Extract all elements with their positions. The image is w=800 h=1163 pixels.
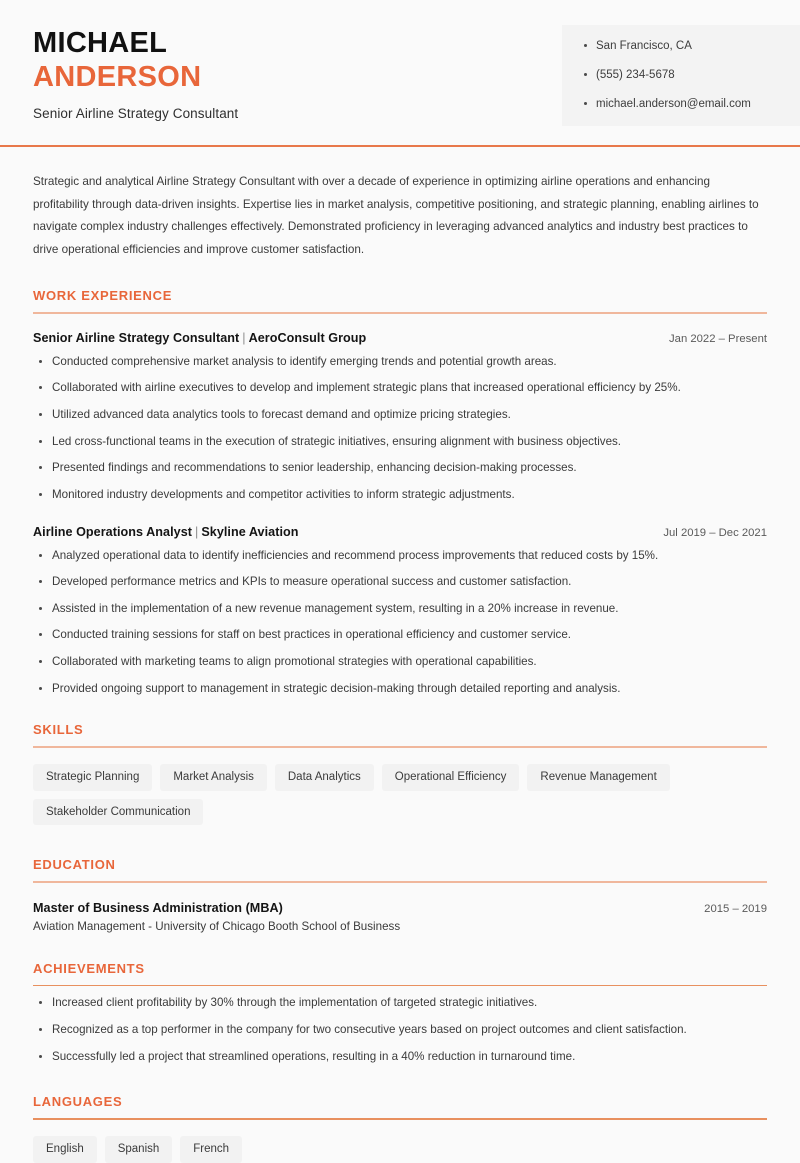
experience-date: Jul 2019 – Dec 2021 — [663, 526, 767, 539]
languages-chip-list — [33, 1136, 733, 1163]
section-title-education: EDUCATION — [33, 857, 116, 873]
bullet-icon — [584, 73, 587, 76]
header-identity — [0, 22, 238, 121]
bullet-icon — [39, 466, 42, 469]
title-separator: | — [242, 330, 246, 345]
list-item — [33, 627, 767, 643]
bullet-icon — [584, 44, 587, 47]
list-item — [33, 1022, 767, 1038]
bullet-text: Assisted in the implementation of a new revenue management system, resulting in a 20% increase in revenue. — [52, 601, 619, 615]
education-degree: Master of Business Administration (MBA) — [33, 900, 283, 915]
bullet-text: Collaborated with marketing teams to align promotional strategies with operational capabilities. — [52, 655, 537, 669]
language-chip: French — [180, 1136, 242, 1163]
language-chip: Spanish — [105, 1136, 173, 1163]
bullet-icon — [39, 493, 42, 496]
section-title-achievements: ACHIEVEMENTS — [33, 960, 145, 976]
experience-role: Airline Operations Analyst — [33, 524, 192, 539]
section-languages — [33, 1094, 767, 1162]
bullet-text: Presented findings and recommendations to senior leadership, enhancing decision-making processes. — [52, 461, 577, 475]
skill-chip: Stakeholder Communication — [33, 799, 203, 826]
experience-date: Jan 2022 – Present — [669, 332, 767, 345]
bullet-text: Recognized as a top performer in the company for two consecutive years based on project outcomes and client satisfaction. — [52, 1023, 687, 1037]
section-work-experience — [33, 288, 767, 696]
bullet-icon — [39, 687, 42, 690]
list-item — [33, 354, 767, 370]
section-education — [33, 857, 767, 933]
last-name: ANDERSON — [33, 61, 202, 94]
experience-company: AeroConsult Group — [248, 330, 367, 345]
contact-email-text: michael.anderson@email.com — [596, 97, 751, 110]
list-item — [33, 548, 767, 564]
section-skills — [33, 722, 767, 825]
education-date: 2015 – 2019 — [704, 902, 767, 915]
section-title-skills: SKILLS — [33, 722, 84, 738]
bullet-text: Developed performance metrics and KPIs to measure operational success and customer satisfaction. — [52, 575, 572, 589]
bullet-text: Led cross-functional teams in the execution of strategic initiatives, ensuring alignment with business objectives. — [52, 434, 622, 448]
contact-phone-text: (555) 234-5678 — [596, 68, 675, 81]
skill-chip: Strategic Planning — [33, 764, 152, 791]
list-item — [33, 995, 767, 1011]
list-item — [33, 574, 767, 590]
bullet-text: Collaborated with airline executives to develop and implement strategic plans that increased operational efficiency by 25%. — [52, 381, 681, 395]
bullet-text: Utilized advanced data analytics tools to forecast demand and optimize pricing strategies. — [52, 407, 511, 421]
experience-bullet-list — [33, 354, 767, 503]
bullet-text: Conducted comprehensive market analysis to identify emerging trends and potential growth areas. — [52, 354, 557, 368]
language-chip: English — [33, 1136, 97, 1163]
experience-entry-header — [33, 525, 767, 539]
bullet-icon — [39, 660, 42, 663]
list-item — [33, 460, 767, 476]
contact-info-box — [562, 25, 800, 126]
list-item — [33, 681, 767, 697]
section-divider — [33, 746, 767, 748]
list-item — [33, 601, 767, 617]
section-divider — [33, 985, 767, 987]
list-item — [33, 380, 767, 396]
bullet-icon — [39, 607, 42, 610]
bullet-text: Increased client profitability by 30% through the implementation of targeted strategic initiatives. — [52, 996, 538, 1010]
skill-chip: Revenue Management — [527, 764, 669, 791]
skill-chip: Operational Efficiency — [382, 764, 520, 791]
experience-entry — [33, 525, 767, 697]
section-achievements — [33, 961, 767, 1065]
bullet-icon — [39, 386, 42, 389]
education-entry — [33, 901, 767, 933]
bullet-text: Provided ongoing support to management in strategic decision-making through detailed reporting and analysis. — [52, 681, 621, 695]
list-item — [33, 1049, 767, 1065]
skills-chip-list — [33, 764, 733, 825]
bullet-icon — [39, 580, 42, 583]
section-title-work-experience: WORK EXPERIENCE — [33, 288, 173, 304]
section-title-languages: LANGUAGES — [33, 1094, 123, 1110]
bullet-icon — [39, 440, 42, 443]
bullet-icon — [39, 633, 42, 636]
experience-entry — [33, 331, 767, 503]
section-divider — [33, 881, 767, 883]
list-item — [33, 654, 767, 670]
experience-bullet-list — [33, 548, 767, 697]
section-divider — [33, 312, 767, 314]
experience-role: Senior Airline Strategy Consultant — [33, 330, 240, 345]
header-divider — [0, 145, 800, 147]
skill-chip: Data Analytics — [275, 764, 374, 791]
section-divider — [33, 1118, 767, 1120]
contact-location — [584, 39, 800, 54]
contact-location-text: San Francisco, CA — [596, 40, 692, 52]
experience-entry-header — [33, 331, 767, 345]
bullet-icon — [39, 1028, 42, 1031]
bullet-text: Successfully led a project that streamlined operations, resulting in a 40% reduction in turnaround time. — [52, 1049, 576, 1063]
bullet-icon — [39, 413, 42, 416]
professional-title: Senior Airline Strategy Consultant — [33, 106, 239, 122]
achievements-list — [33, 995, 767, 1064]
resume-header — [0, 0, 800, 126]
bullet-icon — [39, 554, 42, 557]
bullet-icon — [39, 1001, 42, 1004]
list-item — [33, 487, 767, 503]
education-detail: Aviation Management - University of Chicago Booth School of Business — [33, 919, 401, 933]
contact-email[interactable] — [584, 97, 800, 112]
experience-title-line — [33, 331, 366, 345]
bullet-text: Analyzed operational data to identify inefficiencies and recommend process improvements that reduced costs by 15%. — [52, 548, 659, 562]
bullet-icon — [584, 102, 587, 105]
contact-phone[interactable] — [584, 68, 800, 83]
title-separator: | — [195, 524, 199, 539]
experience-title-line — [33, 525, 298, 539]
experience-company: Skyline Aviation — [201, 524, 299, 539]
list-item — [33, 407, 767, 423]
resume-content — [0, 171, 800, 1163]
bullet-icon — [39, 360, 42, 363]
education-entry-header — [33, 901, 767, 915]
bullet-text: Monitored industry developments and competitor activities to inform strategic adjustments. — [52, 487, 515, 501]
list-item — [33, 434, 767, 450]
first-name: MICHAEL — [33, 27, 168, 59]
bullet-icon — [39, 1055, 42, 1058]
bullet-text: Conducted training sessions for staff on best practices in operational efficiency and customer service. — [52, 628, 571, 642]
professional-summary: Strategic and analytical Airline Strategy Consultant with over a decade of experience in optimizing airline operations and enhancing profitability through data-driven insights. Expertise lies in market analysis, competitive positioning, and strategic planning, enabling airlines to navigate complex industry challenges effectively. Demonstrated proficiency in leveraging advanced analytics and industry best practices to drive operational efficiencies and improve customer satisfaction. — [33, 174, 759, 257]
skill-chip: Market Analysis — [160, 764, 267, 791]
